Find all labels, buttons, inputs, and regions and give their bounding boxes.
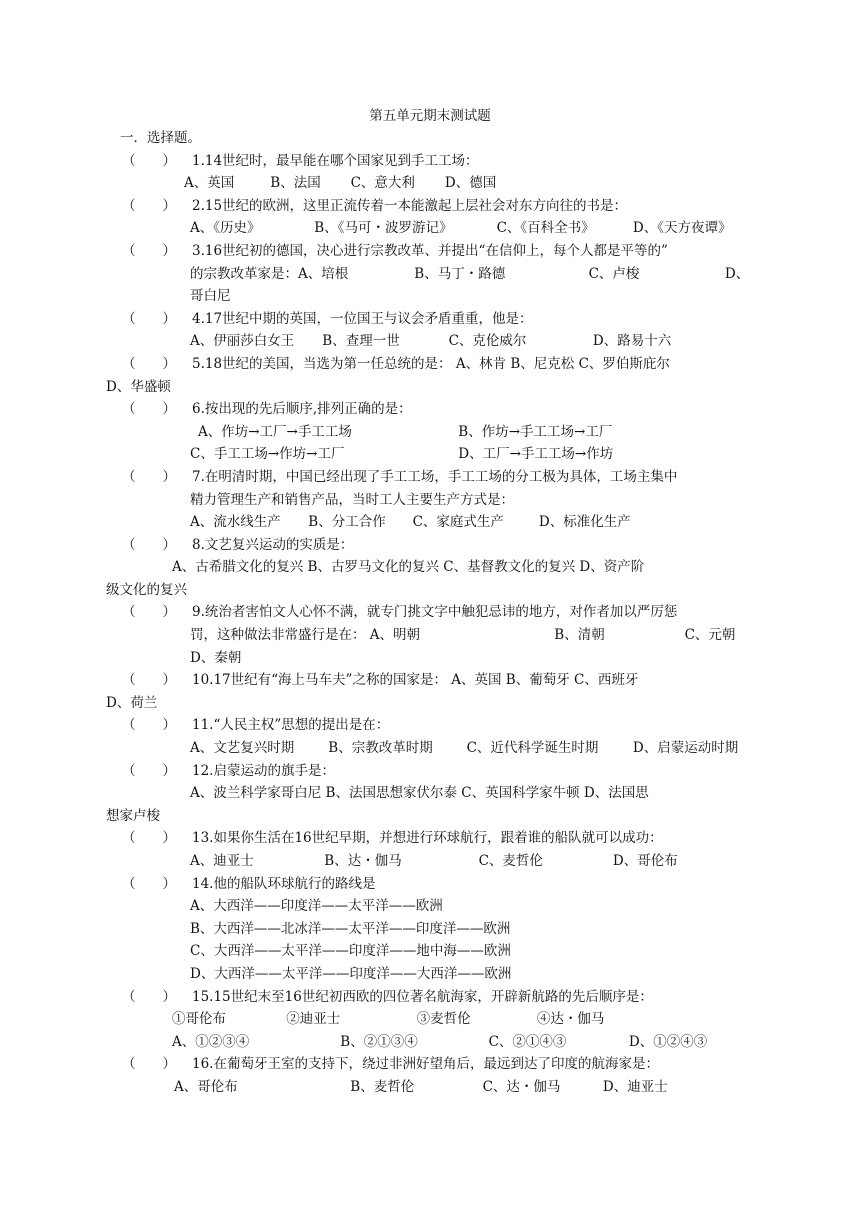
navigator-1: ①哥伦布 xyxy=(172,1011,226,1028)
option-b: B、达・伽马 xyxy=(324,853,402,869)
option-b: B、作坊→手工工场→工厂 xyxy=(458,423,613,440)
question-tail: 想家卢梭 xyxy=(106,807,160,824)
option-b: B、马丁・路德 xyxy=(414,265,506,282)
option-b: B、大西洋——北冰洋——太平洋——印度洋——欧洲 xyxy=(190,920,511,937)
option-b: B、《马可・波罗游记》 xyxy=(314,220,453,237)
question-stem: 12.启蒙运动的旗手是： xyxy=(192,762,335,779)
question-stem: 4.17世纪中期的英国，一位国王与议会矛盾重重，他是： xyxy=(192,310,533,327)
question-stem-cont: 精力管理生产和销售产品，当时工人主要生产方式是： xyxy=(190,491,514,508)
question-9 xyxy=(122,601,732,624)
answer-blank[interactable]: （ ） xyxy=(122,717,176,734)
question-stem: 16.在葡萄牙王室的支持下，绕过非洲好望角后，最远到达了印度的航海家是： xyxy=(192,1056,659,1073)
option-d: D、工厂→手工工场→作坊 xyxy=(458,446,614,463)
answer-blank[interactable]: （ ） xyxy=(122,468,176,485)
question-stem: 3.16世纪初的德国，决心进行宗教改革、并提出“在信仰上，每个人都是平等的” xyxy=(192,242,668,259)
answer-blank[interactable]: （ ） xyxy=(122,762,176,779)
option-c: C、克伦威尔 xyxy=(448,333,527,350)
answer-blank[interactable]: （ ） xyxy=(122,355,176,372)
question-stem-cont: A、波兰科学家哥白尼 B、法国思想家伏尔泰 C、英国科学家牛顿 D、法国思 xyxy=(190,785,649,802)
option-c: C、意大利 xyxy=(350,175,415,192)
option-d: D、标准化生产 xyxy=(538,514,631,531)
option-c: C、手工工场→作坊→工厂 xyxy=(190,446,345,463)
question-10 xyxy=(122,669,732,692)
question-stem-cont: A、古希腊文化的复兴 B、古罗马文化的复兴 C、基督教文化的复兴 D、资产阶 xyxy=(172,559,645,576)
question-list xyxy=(106,127,750,1099)
question-tail: D、华盛顿 xyxy=(106,378,171,395)
option-c: C、麦哲伦 xyxy=(478,853,543,869)
question-stem: 13.如果你生活在16世纪早期，并想进行环球航行，跟着谁的船队就可以成功： xyxy=(192,830,663,847)
question-stem: 1.14世纪时，最早能在哪个国家见到手工工场： xyxy=(192,152,479,169)
option-b: B、查理一世 xyxy=(322,333,400,350)
answer-blank[interactable]: （ ） xyxy=(122,875,176,892)
answer-blank[interactable]: （ ） xyxy=(122,830,176,847)
question-stem: 5.18世纪的美国，当选为第一任总统的是： A、林肯 B、尼克松 C、罗伯斯庇尔 xyxy=(192,355,670,372)
answer-blank[interactable]: （ ） xyxy=(122,310,176,327)
option-a: A、①②③④ xyxy=(172,1033,250,1050)
option-d: D、启蒙运动时期 xyxy=(632,740,739,757)
question-8 xyxy=(122,534,732,557)
question-4 xyxy=(122,308,732,331)
navigator-3: ③麦哲伦 xyxy=(416,1011,471,1028)
answer-blank[interactable]: （ ） xyxy=(122,152,176,169)
question-1 xyxy=(122,150,732,173)
answer-blank[interactable]: （ ） xyxy=(122,536,176,553)
answer-blank[interactable]: （ ） xyxy=(122,604,176,621)
option-a: A、流水线生产 xyxy=(190,514,281,531)
option-d: D、路易十六 xyxy=(592,333,672,350)
option-c: C、②①④③ xyxy=(488,1033,567,1050)
question-stem-cont: 的宗教改革家是：A、培根 xyxy=(190,265,349,282)
option-b: B、法国 xyxy=(270,175,321,192)
option-d: D、 xyxy=(724,265,750,282)
question-stem: 8.文艺复兴运动的实质是： xyxy=(192,536,354,553)
option-b: B、清朝 xyxy=(554,627,605,644)
option-c: C、元朝 xyxy=(684,627,736,644)
answer-blank[interactable]: （ ） xyxy=(122,672,176,689)
option-d: D、德国 xyxy=(444,175,497,192)
question-14 xyxy=(122,873,732,896)
navigator-2: ②迪亚士 xyxy=(286,1011,341,1028)
option-d: D、迪亚士 xyxy=(602,1078,668,1095)
navigator-4: ④达・伽马 xyxy=(536,1011,605,1028)
option-b: B、麦哲伦 xyxy=(350,1078,415,1095)
question-11 xyxy=(122,714,732,737)
option-d: D、哥伦布 xyxy=(612,853,678,869)
question-5 xyxy=(122,353,732,376)
question-stem: 7.在明清时期，中国已经出现了手工工场，手工工场的分工极为具体，工场主集中 xyxy=(192,468,678,485)
answer-blank[interactable]: （ ） xyxy=(122,1056,176,1073)
option-c: C、大西洋——太平洋——印度洋——地中海——欧洲 xyxy=(190,943,511,960)
option-c: C、达・伽马 xyxy=(482,1078,561,1095)
option-c: C、卢梭 xyxy=(588,265,640,282)
question-stem-cont: 罚，这种做法非常盛行是在： A、明朝 xyxy=(190,627,421,644)
answer-blank[interactable]: （ ） xyxy=(122,242,176,259)
question-stem: 11.“人民主权”思想的提出是在： xyxy=(192,717,390,734)
question-3 xyxy=(122,240,732,263)
option-a: A、伊丽莎白女王 xyxy=(190,333,295,350)
question-tail: 哥白尼 xyxy=(190,288,231,305)
question-16 xyxy=(122,1053,732,1076)
question-tail: 级文化的复兴 xyxy=(106,581,187,598)
option-c: C、近代科学诞生时期 xyxy=(466,740,599,757)
option-d: D、《天方夜谭》 xyxy=(632,220,732,237)
option-a: A、文艺复兴时期 xyxy=(190,740,295,757)
question-7 xyxy=(122,466,732,489)
question-15 xyxy=(122,986,732,1009)
option-a: A、《历史》 xyxy=(190,220,261,237)
question-13 xyxy=(122,827,732,850)
option-a: A、作坊→工厂→手工工场 xyxy=(198,423,352,440)
option-d: D、①②④③ xyxy=(628,1033,708,1050)
question-stem: 10.17世纪有“海上马车夫”之称的国家是： A、英国 B、葡萄牙 C、西班牙 xyxy=(192,672,639,689)
question-12 xyxy=(122,760,732,783)
option-a: A、英国 xyxy=(184,175,235,192)
section-heading: 一．选择题。 xyxy=(120,130,201,146)
answer-blank[interactable]: （ ） xyxy=(122,988,176,1005)
question-tail: D、秦朝 xyxy=(190,649,242,666)
question-tail: D、荷兰 xyxy=(106,694,158,711)
option-c: C、《百科全书》 xyxy=(496,220,595,237)
option-a: A、哥伦布 xyxy=(174,1078,238,1095)
option-d: D、大西洋——太平洋——印度洋——大西洋——欧洲 xyxy=(190,965,512,982)
question-2 xyxy=(122,195,732,218)
question-6 xyxy=(122,398,732,421)
option-b: B、②①③④ xyxy=(340,1033,418,1050)
question-stem: 2.15世纪的欧洲，这里正流传着一本能激起上层社会对东方向往的书是： xyxy=(192,197,628,214)
question-stem: 9.统治者害怕文人心怀不满，就专门挑文字中触犯忌讳的地方，对作者加以严厉惩 xyxy=(192,604,678,621)
question-stem: 6.按出现的先后顺序,排列正确的是： xyxy=(192,401,412,418)
page-title: 第五单元期末测试题 xyxy=(369,108,491,124)
question-stem: 14.他的船队环球航行的路线是 xyxy=(192,875,376,892)
option-c: C、家庭式生产 xyxy=(412,514,504,531)
option-b: B、分工合作 xyxy=(308,514,386,531)
option-a: A、大西洋——印度洋——太平洋——欧洲 xyxy=(190,898,443,915)
option-a: A、迪亚士 xyxy=(190,853,254,869)
answer-blank[interactable]: （ ） xyxy=(122,197,176,214)
option-b: B、宗教改革时期 xyxy=(328,740,433,757)
answer-blank[interactable]: （ ） xyxy=(122,401,176,418)
question-stem: 15.15世纪末至16世纪初西欧的四位著名航海家，开辟新航路的先后顺序是： xyxy=(192,988,653,1005)
